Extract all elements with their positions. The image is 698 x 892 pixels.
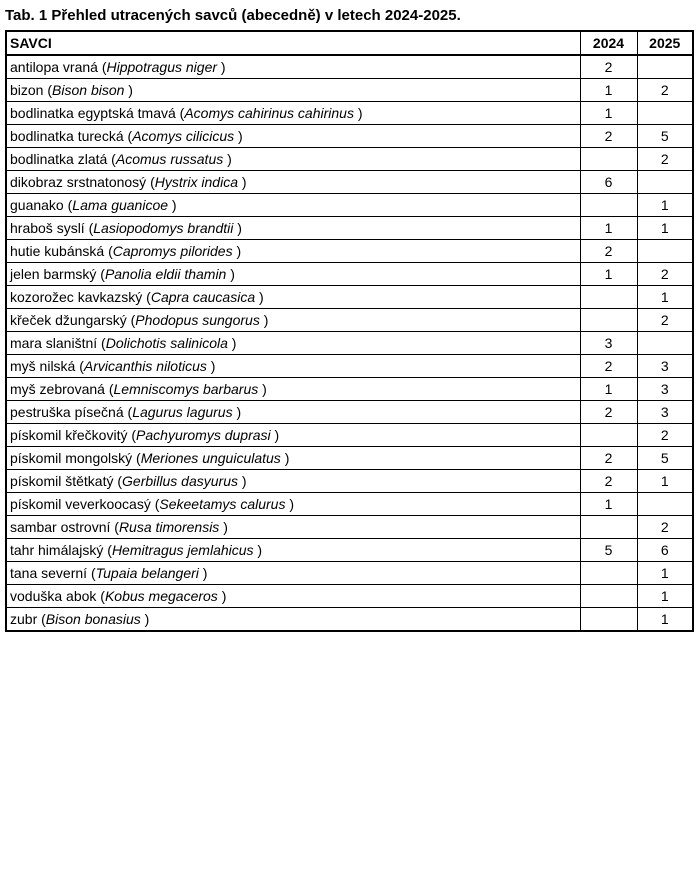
header-year-2024: 2024 <box>580 31 637 55</box>
count-2024-cell: 2 <box>580 447 637 470</box>
common-name: voduška abok <box>10 588 97 604</box>
count-2025-cell: 1 <box>637 470 693 493</box>
table-row <box>6 447 693 470</box>
count-2025-cell: 1 <box>637 194 693 217</box>
count-2025-cell: 5 <box>637 447 693 470</box>
header-row <box>6 31 693 55</box>
common-name: myš zebrovaná <box>10 381 105 397</box>
count-2025-cell: 2 <box>637 309 693 332</box>
table-row <box>6 217 693 240</box>
count-2024-cell: 2 <box>580 401 637 424</box>
latin-name: Bison bison <box>52 82 125 98</box>
latin-name: Lagurus lagurus <box>132 404 233 420</box>
common-name: bodlinatka egyptská tmavá <box>10 105 176 121</box>
latin-name: Sekeetamys calurus <box>159 496 286 512</box>
common-name: antilopa vraná <box>10 59 98 75</box>
table-row <box>6 378 693 401</box>
count-2024-cell <box>580 309 637 332</box>
count-2024-cell: 1 <box>580 102 637 125</box>
table-row <box>6 585 693 608</box>
count-2025-cell: 2 <box>637 148 693 171</box>
common-name: bodlinatka zlatá <box>10 151 108 167</box>
table-row <box>6 55 693 79</box>
latin-name: Gerbillus dasyurus <box>122 473 238 489</box>
common-name: sambar ostrovní <box>10 519 111 535</box>
common-name: dikobraz srstnatonosý <box>10 174 147 190</box>
latin-name: Lemniscomys barbarus <box>113 381 259 397</box>
count-2025-cell: 1 <box>637 585 693 608</box>
common-name: jelen barmský <box>10 266 97 282</box>
species-cell: guanako (Lama guanicoe ) <box>6 194 580 217</box>
species-cell: dikobraz srstnatonosý (Hystrix indica ) <box>6 171 580 194</box>
count-2024-cell: 1 <box>580 493 637 516</box>
table-row <box>6 401 693 424</box>
common-name: pestruška písečná <box>10 404 124 420</box>
latin-name: Arvicanthis niloticus <box>83 358 207 374</box>
species-cell: hraboš syslí (Lasiopodomys brandtii ) <box>6 217 580 240</box>
count-2024-cell: 2 <box>580 55 637 79</box>
latin-name: Acomys cahirinus cahirinus <box>184 105 354 121</box>
count-2025-cell <box>637 332 693 355</box>
header-mammals: SAVCI <box>6 31 580 55</box>
count-2024-cell <box>580 562 637 585</box>
common-name: guanako <box>10 197 64 213</box>
count-2024-cell <box>580 194 637 217</box>
common-name: pískomil veverkoocasý <box>10 496 151 512</box>
table-row <box>6 148 693 171</box>
latin-name: Rusa timorensis <box>118 519 220 535</box>
common-name: hraboš syslí <box>10 220 85 236</box>
count-2025-cell: 3 <box>637 401 693 424</box>
count-2024-cell <box>580 516 637 539</box>
count-2025-cell: 6 <box>637 539 693 562</box>
count-2025-cell <box>637 55 693 79</box>
common-name: myš nilská <box>10 358 76 374</box>
count-2025-cell <box>637 240 693 263</box>
table-body <box>6 55 693 631</box>
count-2025-cell: 5 <box>637 125 693 148</box>
common-name: kozorožec kavkazský <box>10 289 143 305</box>
latin-name: Lasiopodomys brandtii <box>93 220 234 236</box>
latin-name: Meriones unguiculatus <box>140 450 281 466</box>
latin-name: Acomus russatus <box>115 151 224 167</box>
species-cell: zubr (Bison bonasius ) <box>6 608 580 632</box>
count-2025-cell: 2 <box>637 263 693 286</box>
table-row <box>6 470 693 493</box>
table-row <box>6 332 693 355</box>
count-2025-cell: 3 <box>637 355 693 378</box>
species-cell: voduška abok (Kobus megaceros ) <box>6 585 580 608</box>
count-2024-cell: 1 <box>580 217 637 240</box>
species-cell: bizon (Bison bison ) <box>6 79 580 102</box>
count-2025-cell: 1 <box>637 217 693 240</box>
count-2024-cell: 1 <box>580 79 637 102</box>
count-2025-cell <box>637 493 693 516</box>
table-row <box>6 102 693 125</box>
latin-name: Kobus megaceros <box>104 588 218 604</box>
latin-name: Hippotragus niger <box>106 59 218 75</box>
species-cell: kozorožec kavkazský (Capra caucasica ) <box>6 286 580 309</box>
count-2025-cell: 1 <box>637 286 693 309</box>
common-name: pískomil štětkatý <box>10 473 114 489</box>
species-cell: bodlinatka egyptská tmavá (Acomys cahirinus cahirinus ) <box>6 102 580 125</box>
species-cell: křeček džungarský (Phodopus sungorus ) <box>6 309 580 332</box>
table-row <box>6 355 693 378</box>
species-cell: pískomil mongolský (Meriones unguiculatus ) <box>6 447 580 470</box>
table-row <box>6 424 693 447</box>
latin-name: Pachyuromys duprasi <box>136 427 271 443</box>
count-2024-cell <box>580 608 637 632</box>
count-2024-cell <box>580 424 637 447</box>
latin-name: Phodopus sungorus <box>135 312 260 328</box>
species-cell: hutie kubánská (Capromys pilorides ) <box>6 240 580 263</box>
species-cell: myš nilská (Arvicanthis niloticus ) <box>6 355 580 378</box>
species-cell: pískomil křečkovitý (Pachyuromys duprasi ) <box>6 424 580 447</box>
common-name: pískomil křečkovitý <box>10 427 128 443</box>
count-2024-cell <box>580 585 637 608</box>
table-row <box>6 516 693 539</box>
mammals-table <box>5 30 694 632</box>
species-cell: sambar ostrovní (Rusa timorensis ) <box>6 516 580 539</box>
count-2025-cell: 2 <box>637 79 693 102</box>
common-name: bodlinatka turecká <box>10 128 124 144</box>
count-2024-cell: 2 <box>580 240 637 263</box>
table-row <box>6 539 693 562</box>
latin-name: Panolia eldii thamin <box>104 266 227 282</box>
count-2025-cell: 3 <box>637 378 693 401</box>
common-name: mara slaništní <box>10 335 98 351</box>
count-2025-cell: 1 <box>637 562 693 585</box>
table-row <box>6 194 693 217</box>
table-row <box>6 608 693 632</box>
latin-name: Acomys cilicicus <box>132 128 235 144</box>
table-row <box>6 263 693 286</box>
common-name: tahr himálajský <box>10 542 104 558</box>
table-row <box>6 562 693 585</box>
count-2024-cell <box>580 148 637 171</box>
count-2025-cell: 2 <box>637 424 693 447</box>
species-cell: myš zebrovaná (Lemniscomys barbarus ) <box>6 378 580 401</box>
common-name: hutie kubánská <box>10 243 105 259</box>
count-2025-cell <box>637 102 693 125</box>
table-row <box>6 286 693 309</box>
species-cell: mara slaništní (Dolichotis salinicola ) <box>6 332 580 355</box>
count-2025-cell: 2 <box>637 516 693 539</box>
latin-name: Hemitragus jemlahicus <box>111 542 254 558</box>
count-2024-cell: 1 <box>580 263 637 286</box>
common-name: bizon <box>10 82 44 98</box>
latin-name: Capra caucasica <box>150 289 256 305</box>
species-cell: pískomil štětkatý (Gerbillus dasyurus ) <box>6 470 580 493</box>
common-name: zubr <box>10 611 38 627</box>
species-cell: tahr himálajský (Hemitragus jemlahicus ) <box>6 539 580 562</box>
count-2024-cell: 2 <box>580 355 637 378</box>
table-row <box>6 309 693 332</box>
count-2024-cell: 6 <box>580 171 637 194</box>
species-cell: tana severní (Tupaia belangeri ) <box>6 562 580 585</box>
species-cell: antilopa vraná (Hippotragus niger ) <box>6 55 580 79</box>
count-2025-cell <box>637 171 693 194</box>
common-name: tana severní <box>10 565 88 581</box>
species-cell: pestruška písečná (Lagurus lagurus ) <box>6 401 580 424</box>
species-cell: pískomil veverkoocasý (Sekeetamys calurus ) <box>6 493 580 516</box>
header-year-2025: 2025 <box>637 31 693 55</box>
count-2024-cell: 3 <box>580 332 637 355</box>
table-caption: Tab. 1 Přehled utracených savců (abecedně) v letech 2024-2025. <box>5 7 461 24</box>
latin-name: Tupaia belangeri <box>95 565 199 581</box>
table-row <box>6 125 693 148</box>
species-cell: bodlinatka zlatá (Acomus russatus ) <box>6 148 580 171</box>
count-2024-cell <box>580 286 637 309</box>
species-cell: bodlinatka turecká (Acomys cilicicus ) <box>6 125 580 148</box>
common-name: křeček džungarský <box>10 312 127 328</box>
latin-name: Dolichotis salinicola <box>105 335 228 351</box>
count-2024-cell: 2 <box>580 470 637 493</box>
common-name: pískomil mongolský <box>10 450 133 466</box>
latin-name: Lama guanicoe <box>72 197 169 213</box>
count-2024-cell: 5 <box>580 539 637 562</box>
table-row <box>6 493 693 516</box>
latin-name: Bison bonasius <box>45 611 141 627</box>
species-cell: jelen barmský (Panolia eldii thamin ) <box>6 263 580 286</box>
table-row <box>6 79 693 102</box>
count-2025-cell: 1 <box>637 608 693 632</box>
count-2024-cell: 2 <box>580 125 637 148</box>
table-row <box>6 240 693 263</box>
table-row <box>6 171 693 194</box>
latin-name: Capromys pilorides <box>112 243 233 259</box>
latin-name: Hystrix indica <box>154 174 238 190</box>
count-2024-cell: 1 <box>580 378 637 401</box>
